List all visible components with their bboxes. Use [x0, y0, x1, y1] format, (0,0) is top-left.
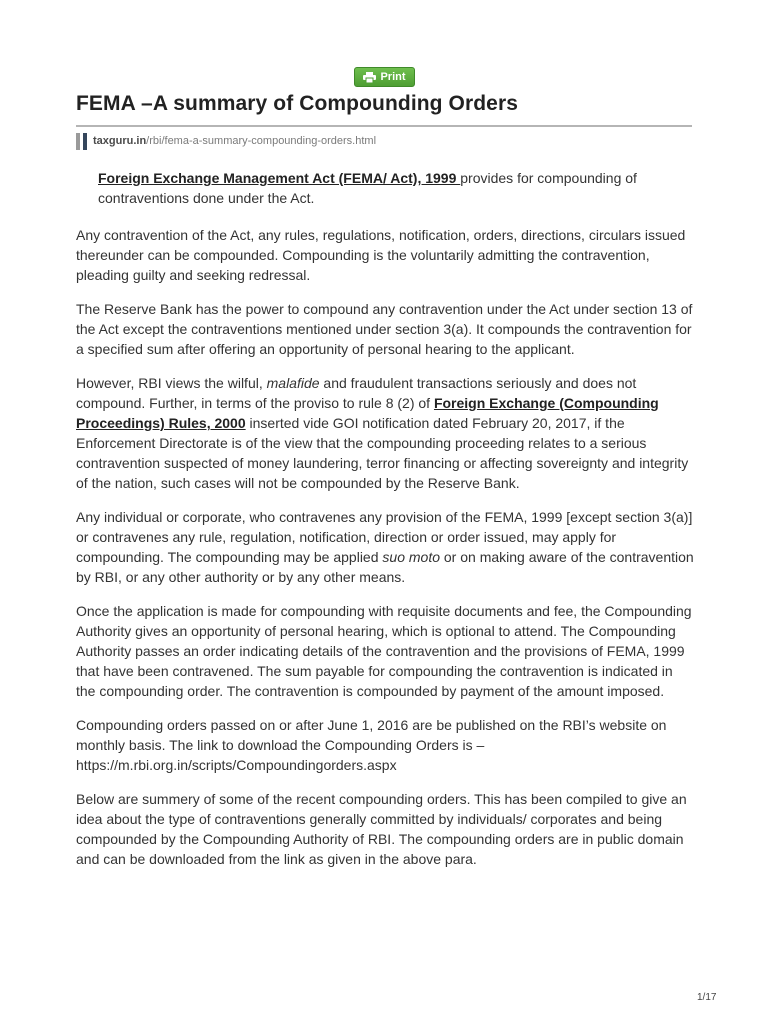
- source-path[interactable]: /rbi/fema-a-summary-compounding-orders.html: [146, 135, 377, 147]
- paragraph-compounding-orders-link: Compounding orders passed on or after June 1, 2016 are be published on the RBI’s website on monthly basis. The link to download the Compounding Orders is – https://m.rbi.org.in/scripts/Compoundingorders.aspx: [76, 717, 667, 773]
- paragraph-contravention: Any contravention of the Act, any rules, regulations, notification, orders, directions, circulars issued thereunder can be compounded. Compounding is the voluntarily admitting the contravention, pleading guilty and seeking redressal.: [76, 227, 686, 283]
- who-can-apply-text-a: Any individual or corporate, who contravenes any provision of the FEMA, 1999 [except section 3(a)] or contravenes any rule, regulation, notification, direction or order issued, may apply for compounding. The compounding may be applied: [76, 509, 693, 565]
- who-can-apply-text-b: or on making aware of the contravention by RBI, or any other authority or by any other means.: [76, 549, 694, 585]
- rbi-views-text-b: and fraudulent transactions seriously and does not compound. Further, in terms of the proviso to rule 8 (2) of: [76, 375, 637, 411]
- paragraph-who-can-apply: [76, 507, 694, 587]
- fema-act-link[interactable]: Foreign Exchange Management Act (FEMA/ Act), 1999: [98, 170, 461, 186]
- paragraph-intro-text: provides for compounding of contraventions done under the Act.: [98, 170, 637, 206]
- paragraph-intro: [76, 168, 694, 208]
- page-title: FEMA –A summary of Compounding Orders: [76, 92, 519, 115]
- source-bar-dark: [83, 133, 87, 150]
- page-number: 1/17: [697, 992, 717, 1003]
- source-url: [76, 132, 376, 150]
- rbi-views-text-c: inserted vide GOI notification dated February 20, 2017, if the Enforcement Directorate is of the view that the compounding proceeding relates to a serious contravention suspected of money laundering, terror financing or affecting sovereignty and integrity of the nation, such cases will not be compounded by the Reserve Bank.: [76, 415, 689, 491]
- source-bar-light: [76, 133, 80, 150]
- paragraph-summary-intro: Below are summery of some of the recent compounding orders. This has been compiled to give an idea about the type of contraventions generally committed by individuals/ corporates and being compounded by the Compounding Authority of RBI. The compounding orders are in public domain and can be downloaded from the link as given in the above para.: [76, 791, 687, 867]
- printer-icon: [363, 72, 376, 83]
- rbi-views-italic: malafide: [266, 375, 320, 391]
- print-button[interactable]: [354, 67, 415, 87]
- print-button-label: Print: [380, 71, 406, 83]
- who-can-apply-italic: suo moto: [382, 549, 440, 565]
- article-body: [76, 168, 694, 883]
- title-divider: [76, 125, 692, 127]
- paragraph-application-process: Once the application is made for compounding with requisite documents and fee, the Compounding Authority gives an opportunity of personal hearing, which is optional to attend. The Compounding Authority passes an order indicating details of the contravention and the provisions of FEMA, 1999 that have been contravened. The sum payable for compounding the contravention is indicated in the compounding order. The contravention is compounded by payment of the amount imposed.: [76, 603, 692, 699]
- paragraph-reserve-bank: The Reserve Bank has the power to compound any contravention under the Act under section 13 of the Act except the contraventions mentioned under section 3(a). It compounds the contravention for a specified sum after offering an opportunity of personal hearing to the applicant.: [76, 301, 693, 357]
- rbi-views-text-a: However, RBI views the wilful,: [76, 375, 267, 391]
- paragraph-rbi-views: [76, 373, 694, 493]
- source-domain[interactable]: taxguru.in: [93, 135, 147, 147]
- compounding-rules-link[interactable]: Foreign Exchange (Compounding Proceedings) Rules, 2000: [76, 395, 659, 431]
